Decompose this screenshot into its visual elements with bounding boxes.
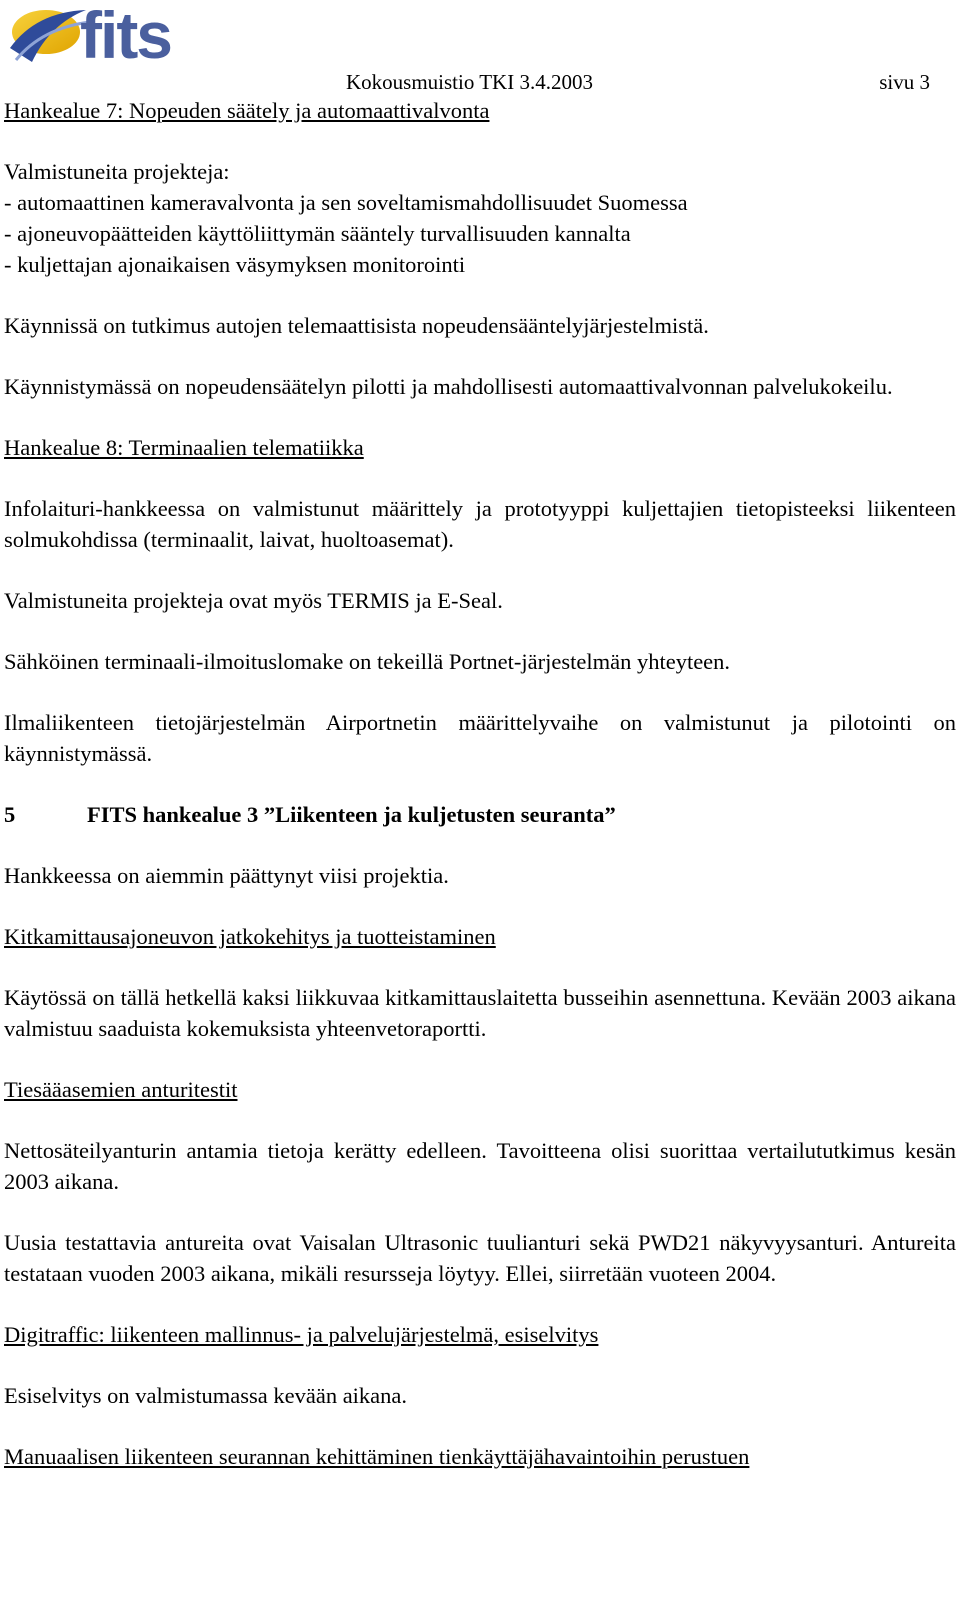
chapter-title: FITS hankealue 3 ”Liikenteen ja kuljetusten seuranta”: [87, 802, 616, 827]
paragraph: Nettosäteilyanturin antamia tietoja kerätty edelleen. Tavoitteena olisi suorittaa vertailututkimus kesän 2003 aikana.: [4, 1138, 956, 1194]
subheading-tiesaaasemat: Tiesääasemien anturitestit: [4, 1077, 238, 1102]
paragraph: Sähköinen terminaali-ilmoituslomake on tekeillä Portnet-järjestelmän yhteyteen.: [4, 649, 731, 674]
paragraph: Käynnistymässä on nopeudensäätelyn pilotti ja mahdollisesti automaattivalvonnan palvelukokeilu.: [4, 374, 893, 399]
paragraph: Ilmaliikenteen tietojärjestelmän Airportnetin määrittelyvaihe on valmistunut ja pilotointi on käynnistymässä.: [4, 710, 956, 766]
list-item: - kuljettajan ajonaikaisen väsymyksen monitorointi: [4, 252, 466, 277]
section-heading-hankealue-7: Hankealue 7: Nopeuden säätely ja automaattivalvonta: [4, 98, 490, 123]
paragraph: Käytössä on tällä hetkellä kaksi liikkuvaa kitkamittauslaitetta busseihin asennettuna. Kevään 2003 aikana valmistuu saaduista kokemuksista yhteenvetoraportti.: [4, 985, 956, 1041]
list-item: - ajoneuvopäätteiden käyttöliittymän sääntely turvallisuuden kannalta: [4, 221, 631, 246]
paragraph: Infolaituri-hankkeessa on valmistunut määrittely ja prototyyppi kuljettajien tietopisteeksi liikenteen solmukohdissa (terminaalit, laivat, huoltoasemat).: [4, 496, 956, 552]
paragraph: Valmistuneita projekteja ovat myös TERMIS ja E-Seal.: [4, 588, 503, 613]
document-title: Kokousmuistio TKI 3.4.2003: [346, 70, 593, 94]
subheading-kitkamittaus: Kitkamittausajoneuvon jatkokehitys ja tuotteistaminen: [4, 924, 496, 949]
fits-logo: [6, 0, 171, 90]
logo-wordmark: fits: [80, 0, 171, 72]
paragraph: Esiselvitys on valmistumassa kevään aikana.: [4, 1383, 408, 1408]
page-number: sivu 3: [879, 70, 930, 94]
section-heading-hankealue-8: Hankealue 8: Terminaalien telematiikka: [4, 435, 364, 460]
paragraph: Uusia testattavia antureita ovat Vaisalan Ultrasonic tuulianturi sekä PWD21 näkyvyysanturi. Antureita testataan vuoden 2003 aikana, mikäli resursseja löytyy. Ellei, siirretään vuoteen 2004.: [4, 1230, 956, 1286]
paragraph: Hankkeessa on aiemmin päättynyt viisi projektia.: [4, 863, 449, 888]
chapter-heading: [4, 799, 956, 830]
chapter-number: 5: [4, 802, 16, 827]
paragraph: Käynnissä on tutkimus autojen telemaattisista nopeudensääntelyjärjestelmistä.: [4, 313, 709, 338]
list-title: Valmistuneita projekteja:: [4, 159, 230, 184]
subheading-digitraffic: Digitraffic: liikenteen mallinnus- ja palvelujärjestelmä, esiselvitys: [4, 1322, 599, 1347]
subheading-manuaalinen-seuranta: Manuaalisen liikenteen seurannan kehittäminen tienkäyttäjähavaintoihin perustuen: [4, 1444, 750, 1469]
list-item: - automaattinen kameravalvonta ja sen soveltamismahdollisuudet Suomessa: [4, 190, 688, 215]
completed-projects-list: [4, 156, 956, 280]
document-body: [4, 95, 956, 1502]
